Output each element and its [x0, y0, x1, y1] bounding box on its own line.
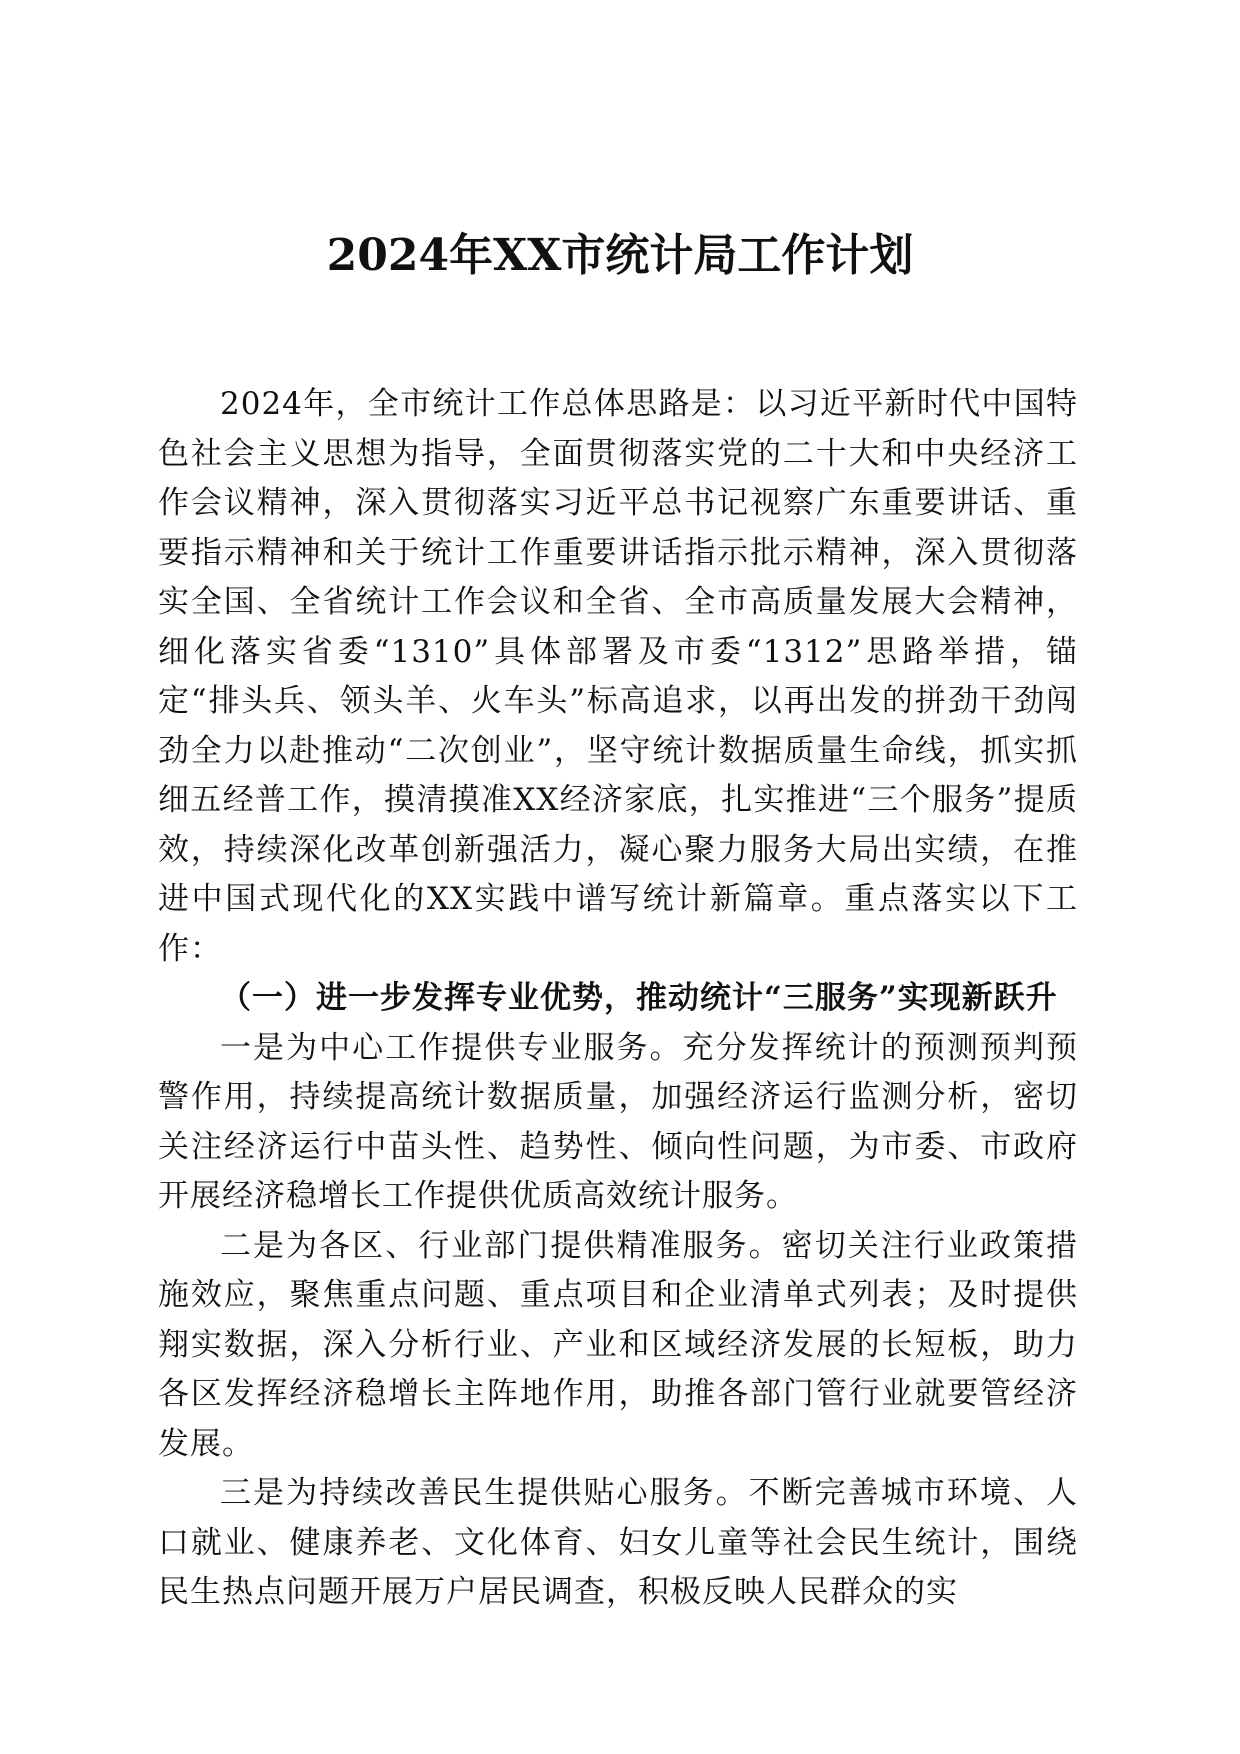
- document-title: 2024年XX市统计局工作计划: [326, 230, 914, 281]
- body-paragraph: 一是为中心工作提供专业服务。充分发挥统计的预测预判预警作用，持续提高统计数据质量，加强经济运行监测分析，密切关注经济运行中苗头性、趋势性、倾向性问题，为市委、市政府开展经济稳增长工作提供优质高效统计服务。: [158, 1029, 1078, 1214]
- body-paragraph: 二是为各区、行业部门提供精准服务。密切关注行业政策措施效应，聚焦重点问题、重点项目和企业清单式列表；及时提供翔实数据，深入分析行业、产业和区域经济发展的长短板，助力各区发挥经济稳增长主阵地作用，助推各部门管行业就要管经济发展。: [158, 1227, 1078, 1462]
- body-paragraph: 三是为持续改善民生提供贴心服务。不断完善城市环境、人口就业、健康养老、文化体育、妇女儿童等社会民生统计，围绕民生热点问题开展万户居民调查，积极反映人民群众的实: [158, 1475, 1078, 1610]
- document-body: [158, 380, 1078, 1618]
- intro-paragraph: 2024年，全市统计工作总体思路是：以习近平新时代中国特色社会主义思想为指导，全面贯彻落实党的二十大和中央经济工作会议精神，深入贯彻落实习近平总书记视察广东重要讲话、重要指示精神和关于统计工作重要讲话指示批示精神，深入贯彻落实全国、全省统计工作会议和全省、全市高质量发展大会精神，细化落实省委“1310”具体部署及市委“1312”思路举措，锚定“排头兵、领头羊、火车头”标高追求，以再出发的拼劲干劲闯劲全力以赴推动“二次创业”，坚守统计数据质量生命线，抓实抓细五经普工作，摸清摸准XX经济家底，扎实推进“三个服务”提质效，持续深化改革创新强活力，凝心聚力服务大局出实绩，在推进中国式现代化的XX实践中谱写统计新篇章。重点落实以下工作：: [158, 386, 1078, 967]
- section-heading: （一）进一步发挥专业优势，推动统计“三服务”实现新跃升: [220, 980, 1058, 1016]
